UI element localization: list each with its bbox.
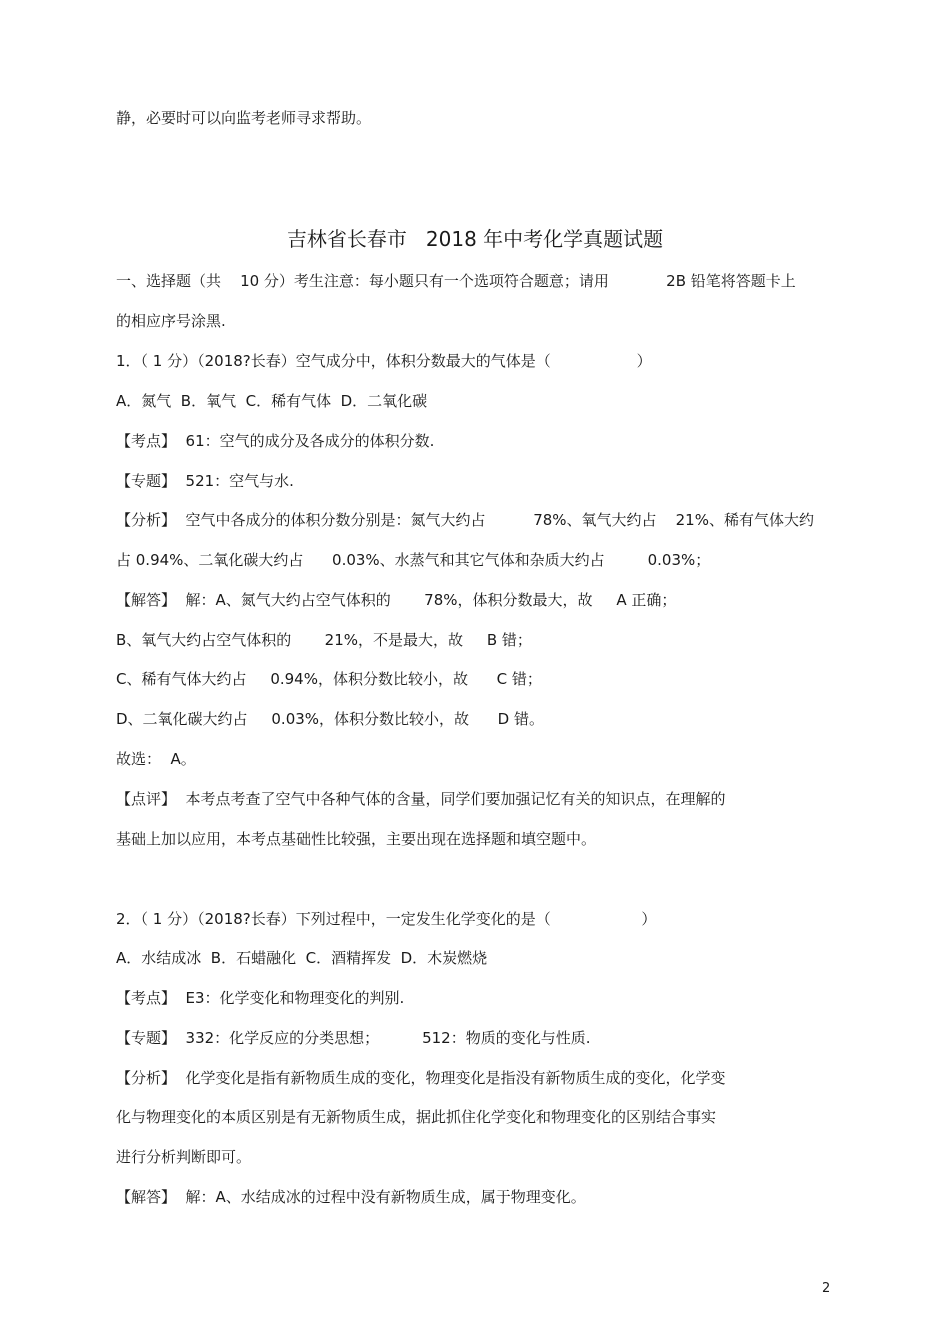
text-line: 【点评】 本考点考查了空气中各种气体的含量，同学们要加强记忆有关的知识点，在理解的 xyxy=(116,790,726,808)
text-line: D、二氧化碳大约占 0.03%，体积分数比较小，故 D 错。 xyxy=(116,710,544,728)
text-line: 【分析】 空气中各成分的体积分数分别是：氮气大约占 78%、氧气大约占 21%、稀有气体大约 xyxy=(116,511,814,529)
text-line: 一、选择题（共 10 分）考生注意：每小题只有一个选项符合题意；请用 2B 铅笔将答题卡上 xyxy=(116,272,796,290)
text-line: 故选： A。 xyxy=(116,750,196,768)
text-line: 基础上加以应用，本考点基础性比较强，主要出现在选择题和填空题中。 xyxy=(116,830,597,848)
text-line: 【分析】 化学变化是指有新物质生成的变化，物理变化是指没有新物质生成的变化，化学变 xyxy=(116,1069,726,1087)
exam-title: 吉林省长春市 2018 年中考化学真题试题 xyxy=(286,227,664,251)
text-line: 的相应序号涂黑. xyxy=(116,312,226,330)
text-line: 进行分析判断即可。 xyxy=(116,1148,252,1166)
text-line: B、氧气大约占空气体积的 21%，不是最大，故 B 错； xyxy=(116,631,532,649)
text-line: 【专题】 332：化学反应的分类思想； 512：物质的变化与性质. xyxy=(116,1029,591,1047)
text-line: 【解答】 解：A、氮气大约占空气体积的 78%，体积分数最大，故 A 正确； xyxy=(116,591,677,609)
text-line: A．水结成冰 B．石蜡融化 C．酒精挥发 D．木炭燃烧 xyxy=(116,949,488,967)
header-line: 静，必要时可以向监考老师寻求帮助。 xyxy=(116,109,372,127)
text-line: 【考点】 61：空气的成分及各成分的体积分数. xyxy=(116,432,435,450)
page-number: 2 xyxy=(822,1281,831,1296)
text-line: 1．（ 1 分）（2018?长春）空气成分中，体积分数最大的气体是（ ） xyxy=(116,352,652,370)
text-line: 化与物理变化的本质区别是有无新物质生成，据此抓住化学变化和物理变化的区别结合事实 xyxy=(116,1108,717,1126)
text-line: 【专题】 521：空气与水. xyxy=(116,472,294,490)
text-line: 2．（ 1 分）（2018?长春）下列过程中，一定发生化学变化的是（ ） xyxy=(116,910,657,928)
text-line: 【解答】 解：A、水结成冰的过程中没有新物质生成，属于物理变化。 xyxy=(116,1188,586,1206)
text-line: 【考点】 E3：化学变化和物理变化的判别. xyxy=(116,989,405,1007)
text-line: A．氮气 B．氧气 C．稀有气体 D．二氧化碳 xyxy=(116,392,428,410)
text-line: C、稀有气体大约占 0.94%，体积分数比较小，故 C 错； xyxy=(116,670,542,688)
text-line: 占 0.94%、二氧化碳大约占 0.03%、水蒸气和其它气体和杂质大约占 0.03%； xyxy=(116,551,711,569)
